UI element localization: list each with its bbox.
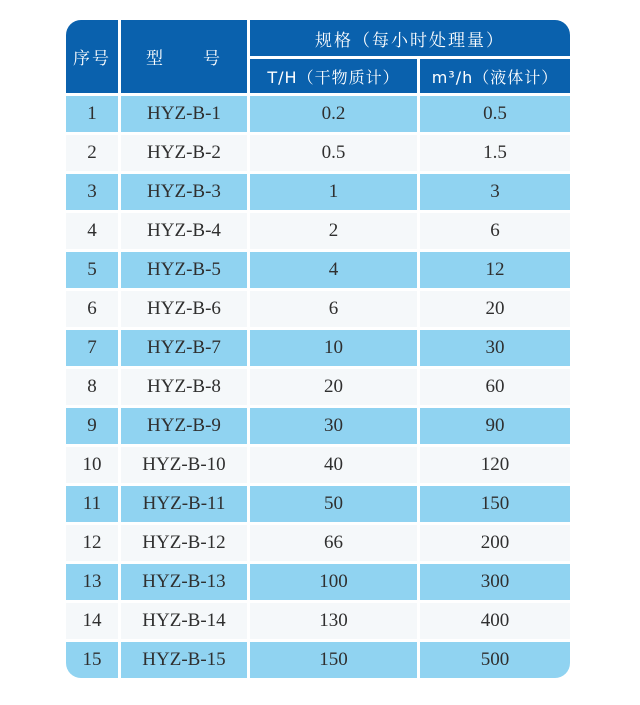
cell-model: HYZ-B-14 xyxy=(121,603,247,639)
cell-liquid-capacity: 120 xyxy=(420,447,570,483)
cell-liquid-capacity: 30 xyxy=(420,330,570,366)
cell-liquid-capacity: 1.5 xyxy=(420,135,570,171)
cell-serial: 12 xyxy=(66,525,118,561)
cell-dry-capacity: 1 xyxy=(250,174,417,210)
cell-serial: 2 xyxy=(66,135,118,171)
table-row xyxy=(66,525,570,561)
cell-dry-capacity: 0.5 xyxy=(250,135,417,171)
table-row xyxy=(66,369,570,405)
cell-liquid-capacity: 200 xyxy=(420,525,570,561)
cell-dry-capacity: 0.2 xyxy=(250,96,417,132)
table-row xyxy=(66,291,570,327)
header-spec-dry: T/H（干物质计） xyxy=(250,59,417,93)
cell-serial: 10 xyxy=(66,447,118,483)
cell-liquid-capacity: 60 xyxy=(420,369,570,405)
cell-dry-capacity: 50 xyxy=(250,486,417,522)
cell-serial: 11 xyxy=(66,486,118,522)
cell-model: HYZ-B-13 xyxy=(121,564,247,600)
cell-model: HYZ-B-11 xyxy=(121,486,247,522)
cell-liquid-capacity: 0.5 xyxy=(420,96,570,132)
cell-serial: 14 xyxy=(66,603,118,639)
table-row xyxy=(66,564,570,600)
cell-dry-capacity: 150 xyxy=(250,642,417,678)
spec-table-body xyxy=(66,96,570,678)
cell-model: HYZ-B-10 xyxy=(121,447,247,483)
cell-dry-capacity: 6 xyxy=(250,291,417,327)
cell-serial: 5 xyxy=(66,252,118,288)
cell-dry-capacity: 2 xyxy=(250,213,417,249)
spec-table-container xyxy=(63,17,573,681)
cell-dry-capacity: 100 xyxy=(250,564,417,600)
header-spec-liquid: m³/h（液体计） xyxy=(420,59,570,93)
cell-liquid-capacity: 90 xyxy=(420,408,570,444)
table-row xyxy=(66,252,570,288)
cell-serial: 15 xyxy=(66,642,118,678)
cell-model: HYZ-B-9 xyxy=(121,408,247,444)
cell-serial: 8 xyxy=(66,369,118,405)
table-row xyxy=(66,486,570,522)
cell-dry-capacity: 66 xyxy=(250,525,417,561)
cell-model: HYZ-B-5 xyxy=(121,252,247,288)
cell-model: HYZ-B-6 xyxy=(121,291,247,327)
cell-serial: 13 xyxy=(66,564,118,600)
table-row xyxy=(66,174,570,210)
cell-model: HYZ-B-2 xyxy=(121,135,247,171)
table-row xyxy=(66,642,570,678)
cell-model: HYZ-B-7 xyxy=(121,330,247,366)
cell-dry-capacity: 10 xyxy=(250,330,417,366)
header-model: 型 号 xyxy=(121,20,247,93)
spec-table-header xyxy=(66,20,570,93)
header-row-1 xyxy=(66,20,570,56)
cell-liquid-capacity: 3 xyxy=(420,174,570,210)
cell-serial: 9 xyxy=(66,408,118,444)
cell-liquid-capacity: 20 xyxy=(420,291,570,327)
cell-dry-capacity: 130 xyxy=(250,603,417,639)
cell-model: HYZ-B-4 xyxy=(121,213,247,249)
cell-liquid-capacity: 12 xyxy=(420,252,570,288)
header-spec-group: 规格（每小时处理量） xyxy=(250,20,570,56)
cell-liquid-capacity: 300 xyxy=(420,564,570,600)
cell-liquid-capacity: 400 xyxy=(420,603,570,639)
cell-model: HYZ-B-3 xyxy=(121,174,247,210)
table-row xyxy=(66,213,570,249)
cell-dry-capacity: 4 xyxy=(250,252,417,288)
table-row xyxy=(66,447,570,483)
spec-table xyxy=(63,17,573,681)
cell-dry-capacity: 30 xyxy=(250,408,417,444)
cell-serial: 6 xyxy=(66,291,118,327)
cell-model: HYZ-B-8 xyxy=(121,369,247,405)
table-row xyxy=(66,603,570,639)
cell-model: HYZ-B-1 xyxy=(121,96,247,132)
cell-liquid-capacity: 500 xyxy=(420,642,570,678)
cell-serial: 3 xyxy=(66,174,118,210)
table-row xyxy=(66,408,570,444)
cell-serial: 7 xyxy=(66,330,118,366)
cell-model: HYZ-B-15 xyxy=(121,642,247,678)
cell-model: HYZ-B-12 xyxy=(121,525,247,561)
cell-dry-capacity: 40 xyxy=(250,447,417,483)
cell-dry-capacity: 20 xyxy=(250,369,417,405)
table-row xyxy=(66,330,570,366)
cell-liquid-capacity: 6 xyxy=(420,213,570,249)
cell-serial: 4 xyxy=(66,213,118,249)
cell-liquid-capacity: 150 xyxy=(420,486,570,522)
table-row xyxy=(66,96,570,132)
header-serial: 序号 xyxy=(66,20,118,93)
cell-serial: 1 xyxy=(66,96,118,132)
table-row xyxy=(66,135,570,171)
